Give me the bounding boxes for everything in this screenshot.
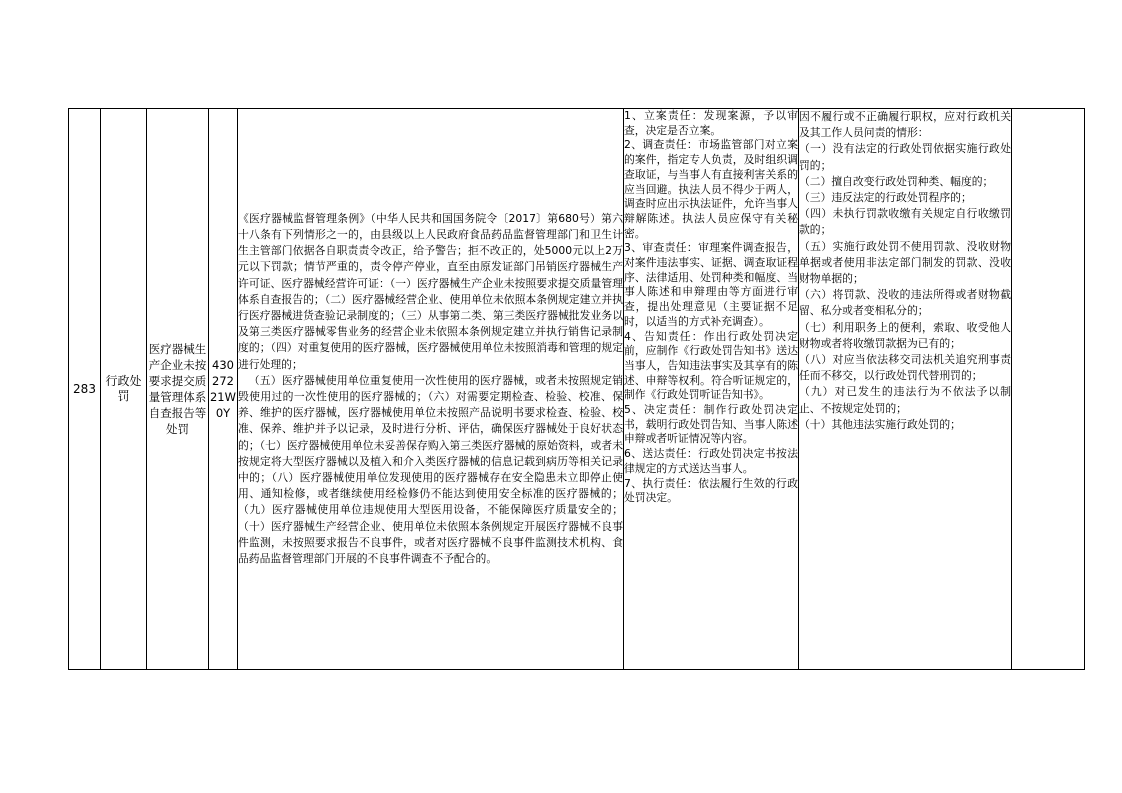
accountability-item: （六）将罚款、没收的违法所得或者财物截留、私分或者变相私分的； bbox=[799, 288, 1011, 318]
responsibility-item: 1、立案责任：发现案源，予以审查，决定是否立案。 bbox=[624, 109, 798, 137]
accountability-item: 因不履行或不正确履行职权，应对行政机关及其工作人员问责的情形： bbox=[799, 110, 1011, 140]
accountability-item: （一）没有法定的行政处罚依据实施行政处罚的； bbox=[799, 142, 1011, 172]
responsibility-item: 2、调查责任：市场监管部门对立案的案件，指定专人负责，及时组织调查取证，与当事人有直接利害关系的应当回避。执法人员不得少于两人，调查时应出示执法证件，允许当事人辩解陈述。执法人员应保守有关秘密。 bbox=[624, 138, 798, 240]
item-code: 43027221W0Y bbox=[209, 109, 238, 670]
responsibility-item: 3、审查责任：审理案件调查报告，对案件违法事实、证据、调查取证程序、法律适用、处罚种类和幅度、当事人陈述和申辩理由等方面进行审查，提出处理意见（主要证据不足时，以适当的方式补充调查）。 bbox=[624, 241, 798, 328]
power-list-table bbox=[68, 108, 1085, 670]
accountability-item: （九）对已发生的违法行为不依法予以制止、不按规定处罚的； bbox=[799, 385, 1011, 415]
table-row bbox=[69, 109, 1085, 670]
legal-basis bbox=[238, 109, 624, 670]
item-category: 行政处罚 bbox=[101, 109, 147, 670]
accountability-item: （七）利用职务上的便利，索取、收受他人财物或者将收缴罚款据为已有的； bbox=[799, 320, 1011, 350]
accountability-item: （四）未执行罚款收缴有关规定自行收缴罚款的； bbox=[799, 207, 1011, 237]
responsibility-items bbox=[624, 109, 799, 670]
accountability-item: （八）对应当依法移交司法机关追究刑事责任而不移交，以行政处罚代替刑罚的； bbox=[799, 353, 1011, 383]
responsibility-item: 5、决定责任：制作行政处罚决定书，载明行政处罚告知、当事人陈述申辩或者听证情况等内容。 bbox=[624, 403, 798, 446]
responsibility-item: 4、告知责任：作出行政处罚决定前，应制作《行政处罚告知书》送达当事人，告知违法事实及其享有的陈述、申辩等权利。符合听证规定的，制作《行政处罚听证告知书》。 bbox=[624, 329, 798, 402]
legal-basis-paragraph-2: （五）医疗器械使用单位重复使用一次性使用的医疗器械，或者未按照规定销毁使用过的一次性使用的医疗器械的；（六）对需要定期检查、检验、校准、保养、维护的医疗器械，医疗器械使用单位未按照产品说明书要求检查、检验、校准、保养、维护并予以记录，及时进行分析、评估，确保医疗器械处于良好状态的；（七）医疗器械使用单位未妥善保存购入第三类医疗器械的原始资料，或者未按规定将大型医疗器械以及植入和介入类医疗器械的信息记载到病历等相关记录中的；（八）医疗器械使用单位发现使用的医疗器械存在安全隐患未立即停止使用、通知检修，或者继续使用经检修仍不能达到使用安全标准的医疗器械的；（九）医疗器械使用单位违规使用大型医用设备，不能保障医疗质量安全的；（十）医疗器械生产经营企业、使用单位未依照本条例规定开展医疗器械不良事件监测，未按照要求报告不良事件，或者对医疗器械不良事件监测技术机构、食品药品监督管理部门开展的不良事件调查不予配合的。 bbox=[238, 373, 623, 566]
accountability-item: （三）违反法定的行政处罚程序的； bbox=[799, 191, 972, 205]
responsibility-item: 6、送达责任：行政处罚决定书按法律规定的方式送达当事人。 bbox=[624, 447, 798, 475]
item-name: 医疗器械生产企业未按要求提交质量管理体系自查报告等处罚 bbox=[147, 109, 209, 670]
accountability-item: （五）实施行政处罚不使用罚款、没收财物单据或者使用非法定部门制发的罚款、没收财物单据的； bbox=[799, 239, 1011, 286]
note-cell bbox=[1012, 109, 1085, 670]
accountability-cases bbox=[799, 109, 1012, 670]
legal-basis-paragraph-1: 《医疗器械监督管理条例》（中华人民共和国国务院令〔2017〕第680号）第六十八条有下列情形之一的，由县级以上人民政府食品药品监督管理部门和卫生计生主管部门依据各自职责责令改正，给予警告；拒不改正的，处5000元以上2万元以下罚款；情节严重的，责令停产停业，直至由原发证部门吊销医疗器械生产许可证、医疗器械经营许可证：（一）医疗器械生产企业未按照要求提交质量管理体系自查报告的；（二）医疗器械经营企业、使用单位未依照本条例规定建立并执行医疗器械进货查验记录制度的；（三）从事第二类、第三类医疗器械批发业务以及第三类医疗器械零售业务的经营企业未依照本条例规定建立并执行销售记录制度的；（四）对重复使用的医疗器械，医疗器械使用单位未按照消毒和管理的规定进行处理的； bbox=[238, 211, 623, 371]
accountability-item: （十）其他违法实施行政处罚的； bbox=[799, 417, 961, 431]
accountability-item: （二）擅自改变行政处罚种类、幅度的； bbox=[799, 174, 994, 188]
responsibility-item: 7、执行责任：依法履行生效的行政处罚决定。 bbox=[624, 476, 798, 505]
row-number: 283 bbox=[69, 109, 101, 670]
